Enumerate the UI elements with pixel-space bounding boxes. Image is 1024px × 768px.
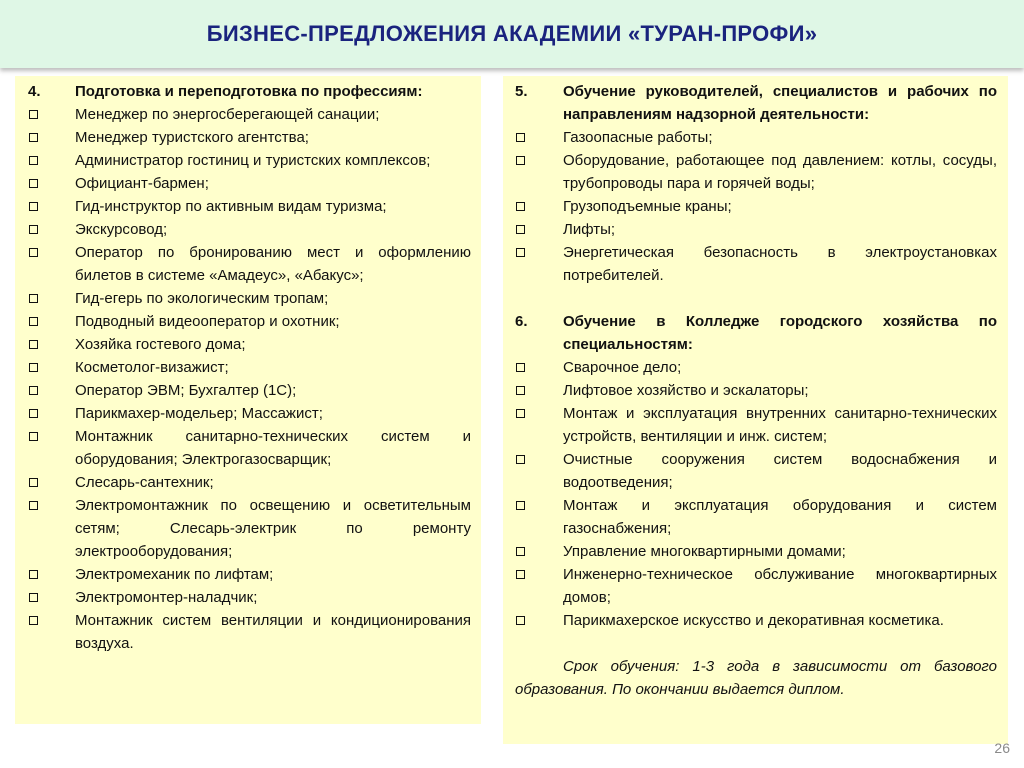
list-item-text: Лифтовое хозяйство и эскалаторы; (563, 382, 809, 399)
list-item-text: Электромонтер-наладчик; (75, 589, 258, 606)
title-bar (0, 0, 1024, 68)
list-item-text: Лифты; (563, 221, 616, 238)
list-item-text: Энергетическая безопасность в электроустановках потребителей. (563, 244, 997, 284)
page-number: 26 (994, 740, 1010, 756)
list-item (28, 402, 471, 425)
section-4-number: 4. (28, 83, 41, 100)
list-item-text: Экскурсовод; (75, 221, 168, 238)
list-item (515, 494, 997, 540)
list-item (515, 241, 997, 287)
list-item-text: Монтаж и эксплуатация внутренних санитарно-технических устройств, вентиляции и инж. систем; (563, 405, 997, 445)
list-item (28, 149, 471, 172)
list-item-text: Сварочное дело; (563, 359, 682, 376)
list-item-text: Оборудование, работающее под давлением: котлы, сосуды, трубопроводы пара и горячей воды; (563, 152, 997, 192)
list-item (515, 379, 997, 402)
study-duration-note: Срок обучения: 1-3 года в зависимости от базового образования. По окончании выдается диплом. (515, 658, 997, 698)
list-item (515, 540, 997, 563)
right-content (515, 80, 997, 701)
list-item (28, 333, 471, 356)
list-item-text: Косметолог-визажист; (75, 359, 229, 376)
checkbox-bullet-icon (515, 241, 563, 264)
section-4-header (28, 80, 471, 103)
list-item (515, 609, 997, 632)
list-item (28, 241, 471, 287)
page-title: БИЗНЕС-ПРЕДЛОЖЕНИЯ АКАДЕМИИ «ТУРАН-ПРОФИ» (206, 21, 818, 46)
spacer (515, 632, 997, 655)
list-item-text: Монтажник систем вентиляции и кондиционирования воздуха. (75, 612, 471, 652)
list-item-text: Слесарь-сантехник; (75, 474, 214, 491)
checkbox-bullet-icon (28, 379, 75, 402)
list-item-text: Гид-егерь по экологическим тропам; (75, 290, 329, 307)
checkbox-bullet-icon (515, 563, 563, 586)
list-item (28, 494, 471, 563)
list-item-text: Монтаж и эксплуатация оборудования и систем газоснабжения; (563, 497, 997, 537)
list-item (28, 609, 471, 655)
list-item-text: Инженерно-техническое обслуживание многоквартирных домов; (563, 566, 997, 606)
checkbox-bullet-icon (28, 149, 75, 172)
list-item (28, 195, 471, 218)
checkbox-bullet-icon (28, 103, 75, 126)
checkbox-bullet-icon (515, 218, 563, 241)
list-item (28, 310, 471, 333)
checkbox-bullet-icon (28, 195, 75, 218)
list-item-text: Официант-бармен; (75, 175, 209, 192)
list-item (515, 126, 997, 149)
list-item (28, 126, 471, 149)
list-item-text: Подводный видеооператор и охотник; (75, 313, 340, 330)
list-item-text: Гид-инструктор по активным видам туризма; (75, 198, 387, 215)
list-item (28, 356, 471, 379)
checkbox-bullet-icon (28, 609, 75, 632)
list-item (515, 563, 997, 609)
checkbox-bullet-icon (515, 448, 563, 471)
checkbox-bullet-icon (28, 172, 75, 195)
checkbox-bullet-icon (28, 241, 75, 264)
list-item (28, 563, 471, 586)
list-item-text: Газоопасные работы; (563, 129, 713, 146)
list-item-text: Менеджер по энергосберегающей санации; (75, 106, 380, 123)
list-item (28, 586, 471, 609)
spacer (515, 287, 997, 310)
checkbox-bullet-icon (28, 425, 75, 448)
list-item (28, 103, 471, 126)
checkbox-bullet-icon (28, 356, 75, 379)
checkbox-bullet-icon (28, 586, 75, 609)
list-item (28, 471, 471, 494)
section-6-header (515, 310, 997, 356)
list-item-text: Хозяйка гостевого дома; (75, 336, 246, 353)
checkbox-bullet-icon (515, 540, 563, 563)
list-item-text: Парикмахерское искусство и декоративная косметика. (563, 612, 944, 629)
list-item (515, 356, 997, 379)
list-item-text: Оператор по бронированию мест и оформлению билетов в системе «Амадеус», «Абакус»; (75, 244, 471, 284)
list-item (28, 218, 471, 241)
list-item (515, 195, 997, 218)
section-5-title: Обучение руководителей, специалистов и рабочих по направлениям надзорной деятельности: (563, 83, 997, 123)
list-item-text: Оператор ЭВМ; Бухгалтер (1С); (75, 382, 297, 399)
list-item (515, 448, 997, 494)
section-6-list (515, 356, 997, 632)
checkbox-bullet-icon (28, 310, 75, 333)
list-item-text: Администратор гостиниц и туристских комплексов; (75, 152, 431, 169)
checkbox-bullet-icon (28, 402, 75, 425)
list-item (28, 379, 471, 402)
list-item-text: Грузоподъемные краны; (563, 198, 732, 215)
section-5-list (515, 126, 997, 287)
section-6-title: Обучение в Колледже городского хозяйства по специальностям: (563, 313, 997, 353)
list-item (28, 172, 471, 195)
checkbox-bullet-icon (515, 494, 563, 517)
checkbox-bullet-icon (515, 356, 563, 379)
checkbox-bullet-icon (515, 195, 563, 218)
checkbox-bullet-icon (28, 333, 75, 356)
checkbox-bullet-icon (28, 218, 75, 241)
list-item-text: Очистные сооружения систем водоснабжения и водоотведения; (563, 451, 997, 491)
checkbox-bullet-icon (515, 402, 563, 425)
section-4-list (28, 103, 471, 655)
list-item-text: Электромеханик по лифтам; (75, 566, 274, 583)
list-item-text: Парикмахер-модельер; Массажист; (75, 405, 323, 422)
checkbox-bullet-icon (28, 471, 75, 494)
section-5-header (515, 80, 997, 126)
list-item-text: Управление многоквартирными домами; (563, 543, 846, 560)
section-6-number: 6. (515, 313, 528, 330)
checkbox-bullet-icon (515, 149, 563, 172)
checkbox-bullet-icon (28, 126, 75, 149)
checkbox-bullet-icon (515, 609, 563, 632)
left-content (28, 80, 471, 655)
list-item (28, 425, 471, 471)
checkbox-bullet-icon (515, 379, 563, 402)
section-4-title: Подготовка и переподготовка по профессиям: (75, 83, 423, 100)
right-panel (503, 76, 1008, 744)
checkbox-bullet-icon (28, 287, 75, 310)
section-5-number: 5. (515, 83, 528, 100)
list-item-text: Электромонтажник по освещению и осветительным сетям; Слесарь-электрик по ремонту электрооборудования; (75, 497, 471, 560)
left-panel (15, 76, 481, 724)
checkbox-bullet-icon (28, 494, 75, 517)
list-item (28, 287, 471, 310)
checkbox-bullet-icon (515, 126, 563, 149)
list-item-text: Монтажник санитарно-технических систем и оборудования; Электрогазосварщик; (75, 428, 471, 468)
checkbox-bullet-icon (28, 563, 75, 586)
list-item (515, 402, 997, 448)
list-item (515, 149, 997, 195)
list-item-text: Менеджер туристского агентства; (75, 129, 309, 146)
list-item (515, 218, 997, 241)
